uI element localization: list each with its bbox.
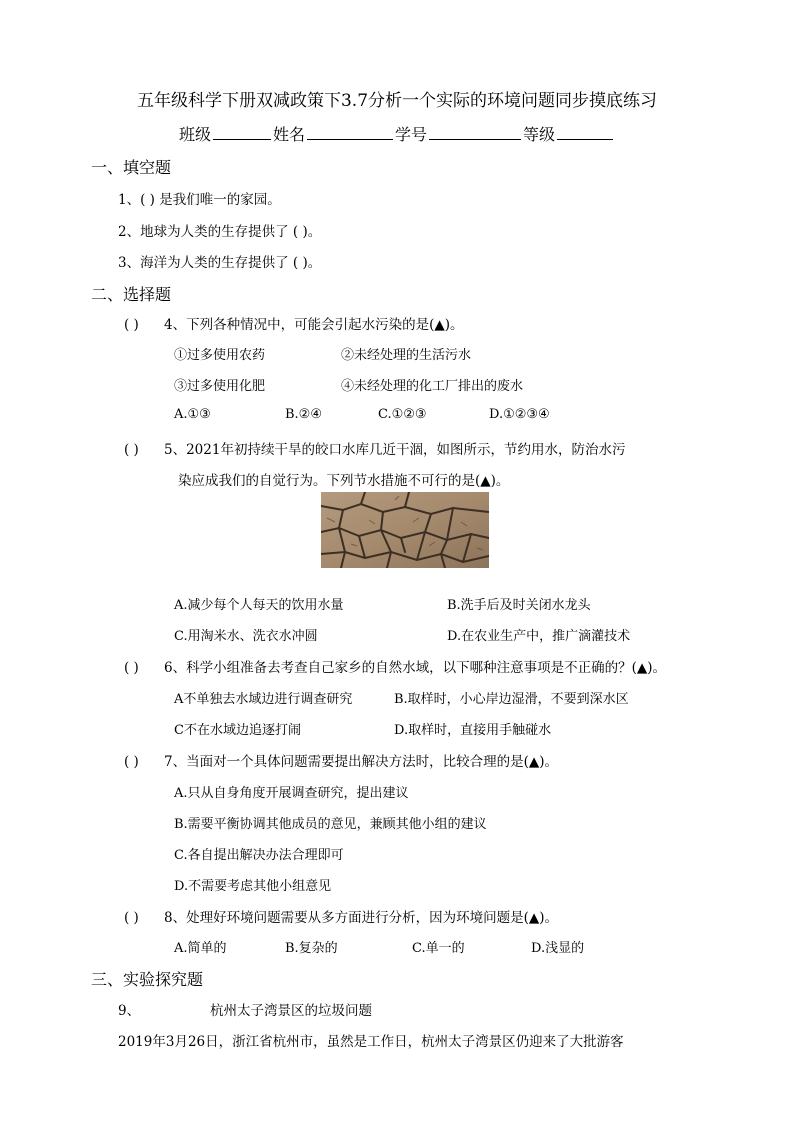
answer-paren: ( ) — [124, 660, 139, 676]
question-4 — [124, 313, 464, 333]
question-8 — [124, 906, 558, 926]
q7-option-d: D.不需要考虑其他小组意见 — [174, 879, 332, 894]
q5-option-d: D.在农业生产中，推广滴灌技术 — [447, 629, 631, 644]
q7-option-b: B.需要平衡协调其他成员的意见，兼顾其他小组的建议 — [174, 817, 487, 832]
class-label: 班级 — [178, 125, 211, 144]
name-label: 姓名 — [272, 125, 305, 144]
question-6-stem: 6、科学小组准备去考查自己家乡的自然水域，以下哪种注意事项是不正确的？(▲)。 — [164, 660, 667, 676]
q8-option-b: B.复杂的 — [285, 941, 338, 956]
question-9-heading: 杭州太子湾景区的垃圾问题 — [210, 1003, 372, 1019]
q5-option-c: C.用淘米水、洗衣水冲圆 — [174, 629, 318, 644]
grade-blank — [557, 125, 613, 140]
question-4-stem: 4、下列各种情况中，可能会引起水污染的是(▲)。 — [164, 317, 464, 333]
answer-paren: ( ) — [124, 910, 139, 926]
q5-option-a: A.减少每个人每天的饮用水量 — [174, 598, 344, 613]
q6-option-b: B.取样时，小心岸边湿滑，不要到深水区 — [394, 692, 629, 707]
fill-question-2: 2、地球为人类的生存提供了 ( )。 — [118, 224, 322, 240]
answer-paren: ( ) — [124, 317, 139, 333]
question-9-text: 2019年3月26日，浙江省杭州市，虽然是工作日，杭州太子湾景区仍迎来了大批游客 — [118, 1034, 624, 1050]
question-5-stem-line-1: 5、2021年初持续干旱的皎口水库几近干涸，如图所示，节约用水，防治水污 — [164, 442, 626, 458]
q4-option-a: A.①③ — [174, 407, 211, 422]
q5-option-b: B.洗手后及时关闭水龙头 — [447, 598, 591, 613]
page-title: 五年级科学下册双减政策下3.7分析一个实际的环境问题同步摸底练习 — [136, 91, 658, 111]
section-experiment-heading: 三、实验探究题 — [91, 970, 204, 989]
q6-option-d: D.取样时，直接用手触碰水 — [394, 723, 552, 738]
grade-label: 等级 — [523, 125, 556, 144]
q7-option-a: A.只从自身角度开展调查研究，提出建议 — [174, 786, 409, 801]
question-7 — [124, 750, 558, 770]
name-blank — [307, 125, 393, 140]
fill-question-3: 3、海洋为人类的生存提供了 ( )。 — [118, 255, 322, 271]
q4-item-4: ④未经处理的化工厂排出的废水 — [341, 379, 524, 394]
q6-option-a: A不单独去水域边进行调查研究 — [174, 692, 353, 707]
question-5-stem-line-2: 染应成我们的自觉行为。下列节水措施不可行的是(▲)。 — [178, 473, 510, 489]
question-7-stem: 7、当面对一个具体问题需要提出解决方法时，比较合理的是(▲)。 — [164, 754, 559, 770]
q8-option-d: D.浅显的 — [531, 941, 585, 956]
q4-option-c: C.①②③ — [378, 407, 427, 422]
class-blank — [213, 125, 271, 140]
answer-paren: ( ) — [124, 442, 139, 458]
q4-option-d: D.①②③④ — [489, 407, 550, 422]
dry-cracked-earth-image — [321, 492, 489, 568]
question-6 — [124, 656, 666, 676]
section-fill-heading: 一、填空题 — [91, 158, 172, 177]
number-blank — [429, 125, 521, 140]
section-choice-heading: 二、选择题 — [91, 285, 172, 304]
question-9-number: 9、 — [118, 1003, 141, 1019]
q8-option-a: A.简单的 — [174, 941, 227, 956]
number-label: 学号 — [395, 125, 428, 144]
q4-item-2: ②未经处理的生活污水 — [341, 348, 472, 363]
q8-option-c: C.单一的 — [412, 941, 465, 956]
answer-paren: ( ) — [124, 754, 139, 770]
question-8-stem: 8、处理好环境问题需要从多方面进行分析，因为环境问题是(▲)。 — [164, 910, 559, 926]
question-5 — [124, 438, 625, 458]
q4-option-b: B.②④ — [285, 407, 322, 422]
q4-item-3: ③过多使用化肥 — [174, 379, 266, 394]
student-info-line — [0, 122, 794, 145]
q7-option-c: C.各自提出解决办法合理即可 — [174, 848, 344, 863]
q4-item-1: ①过多使用农药 — [174, 348, 266, 363]
q6-option-c: C不在水域边追逐打闹 — [174, 723, 301, 738]
fill-question-1: 1、( ) 是我们唯一的家园。 — [118, 192, 281, 208]
